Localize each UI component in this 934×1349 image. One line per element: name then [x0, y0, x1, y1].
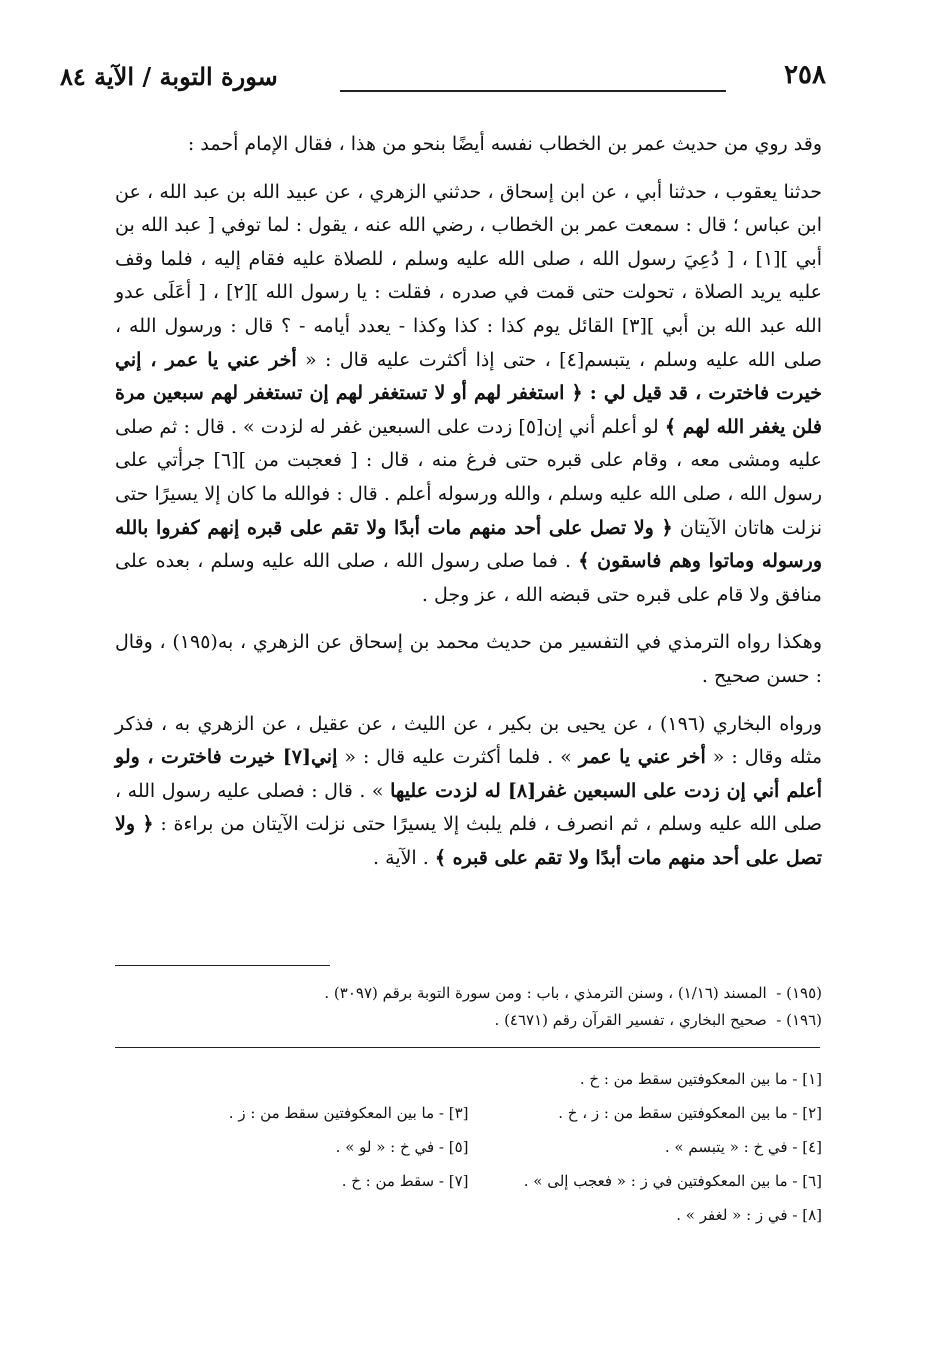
- variant-note: [115, 1198, 469, 1232]
- variant-note: [٢] - ما بين المعكوفتين سقط من : ز ، خ .: [558, 1104, 822, 1122]
- notes-separator: [115, 1047, 820, 1048]
- variant-notes: [115, 1062, 822, 1232]
- variant-row: [115, 1164, 822, 1198]
- footnote-number: (١٩٥) -: [776, 984, 822, 1002]
- running-title: سورة التوبة / الآية ٨٤: [60, 62, 278, 91]
- quran-verse: ﴿ ولا تصل على أحد منهم مات أبدًا ولا تقم على قبره ﴾: [115, 813, 822, 869]
- narration-text: ورواه البخاري (١٩٦) ، عن يحيى بن بكير ، عن الليث ، عن عقيل ، عن الزهري به ، فذكر مثله وقال : «: [115, 712, 822, 769]
- footnote-separator: [115, 965, 330, 966]
- narration-text: » . قال : فصلى عليه رسول الله ، صلى الله عليه وسلم ، ثم انصرف ، فلم يلبث إلا يسيرًا حتى نزلت الآيتان من براءة :: [115, 779, 822, 836]
- footnote-text: المسند (١/١٦) ، وسنن الترمذي ، باب : ومن سورة التوبة برقم (٣٠٩٧) .: [324, 984, 767, 1002]
- page-header: [60, 60, 826, 100]
- variant-note: [٤] - في خ : « يتبسم » .: [664, 1138, 822, 1156]
- page-number: ٢٥٨: [784, 60, 826, 90]
- prophet-quote: إني[٧] خيرت فاخترت ، ولو أعلم أني إن زدت على السبعين غفر[٨] له لزدت عليها: [115, 746, 822, 802]
- variant-note: [115, 1062, 469, 1096]
- variant-row: [115, 1062, 822, 1096]
- variant-row: [115, 1130, 822, 1164]
- narration-text: . الآية .: [373, 846, 435, 869]
- variant-row: [115, 1096, 822, 1130]
- paragraph-bukhari: [115, 708, 822, 876]
- header-rule: [340, 90, 726, 92]
- narration-text: » . فلما أكثرت عليه قال : «: [337, 746, 579, 769]
- quran-verse: ﴿ ولا تصل على أحد منهم مات أبدًا ولا تقم على قبره إنهم كفروا بالله ورسوله وماتوا وهم فاسقون ﴾: [115, 516, 822, 573]
- variant-note: [٧] - سقط من : خ .: [341, 1172, 469, 1190]
- paragraph-text: وهكذا رواه الترمذي في التفسير من حديث محمد بن إسحاق عن الزهري ، به(١٩٥) ، وقال : حسن صحيح .: [115, 631, 822, 687]
- prophet-quote: أخر عني يا عمر: [578, 746, 706, 769]
- paragraph-intro: [115, 128, 822, 162]
- footnotes: [115, 980, 822, 1034]
- footnote: [115, 1007, 822, 1034]
- narration-text: حدثنا يعقوب ، حدثنا أبي ، عن ابن إسحاق ، حدثني الزهري ، عن عبيد الله بن عبد الله ، عن ابن عباس ؛ قال : سمعت عمر بن الخطاب ، رضي الله عنه ، يقول : لما توفي [ عبد الله بن أبي ][١] ، [ دُعِيَ رسول الله ، صلى الله عليه وسلم ، للصلاة عليه فقام إليه ، فلما وقف عليه يريد الصلاة ، تحولت حتى قمت في صدره ، فقلت : يا رسول الله ][٢] ، [ أعَلَى عدو الله عبد الله بن أبي ][٣] القائل يوم كذا : كذا وكذا - يعدد أيامه - ؟ قال : ورسول الله ، صلى الله عليه وسلم ، يتبسم[٤] ، حتى إذا أكثرت عليه قال : «: [115, 180, 822, 371]
- variant-note: [٥] - في خ : « لو » .: [335, 1138, 469, 1156]
- variant-row: [115, 1198, 822, 1232]
- prophet-quote: أخر عني يا عمر ، إني خيرت فاخترت ، قد قيل لي : ﴿ استغفر لهم أو لا تستغفر لهم إن تستغفر لهم سبعين مرة فلن يغفر الله لهم ﴾: [115, 348, 822, 438]
- main-text: [115, 128, 822, 875]
- footnote-number: (١٩٦) -: [776, 1011, 822, 1029]
- variant-note: [١] - ما بين المعكوفتين سقط من : خ .: [579, 1070, 822, 1088]
- narration-text: . فما صلى رسول الله ، صلى الله عليه وسلم ، بعده على منافق ولا قام على قبره حتى قبضه الله ، عز وجل .: [115, 550, 822, 606]
- variant-note: [٦] - ما بين المعكوفتين في ز : « فعجب إلى » .: [523, 1172, 822, 1190]
- footnote: [115, 980, 822, 1007]
- paragraph-hadith-ahmad: [115, 176, 822, 613]
- footnote-text: صحيح البخاري ، تفسير القرآن رقم (٤٦٧١) .: [494, 1011, 767, 1029]
- narration-text: لو أعلم أني إن[٥] زدت على السبعين غفر له لزدت » . قال : ثم صلى عليه ومشى معه ، وقام على قبره حتى فرغ منه ، قال : [ فعجبت من ][٦] جرأتي على رسول الله ، صلى الله عليه وسلم ، والله ورسوله أعلم . قال : فوالله ما كان إلا يسيرًا حتى نزلت هاتان الآيتان: [115, 415, 823, 539]
- variant-note: [٣] - ما بين المعكوفتين سقط من : ز .: [228, 1104, 469, 1122]
- paragraph-tirmidhi: [115, 626, 822, 693]
- paragraph-text: وقد روي من حديث عمر بن الخطاب نفسه أيضًا بنحو من هذا ، فقال الإمام أحمد :: [187, 133, 822, 155]
- variant-note: [٨] - في ز : « لغفر » .: [676, 1206, 822, 1224]
